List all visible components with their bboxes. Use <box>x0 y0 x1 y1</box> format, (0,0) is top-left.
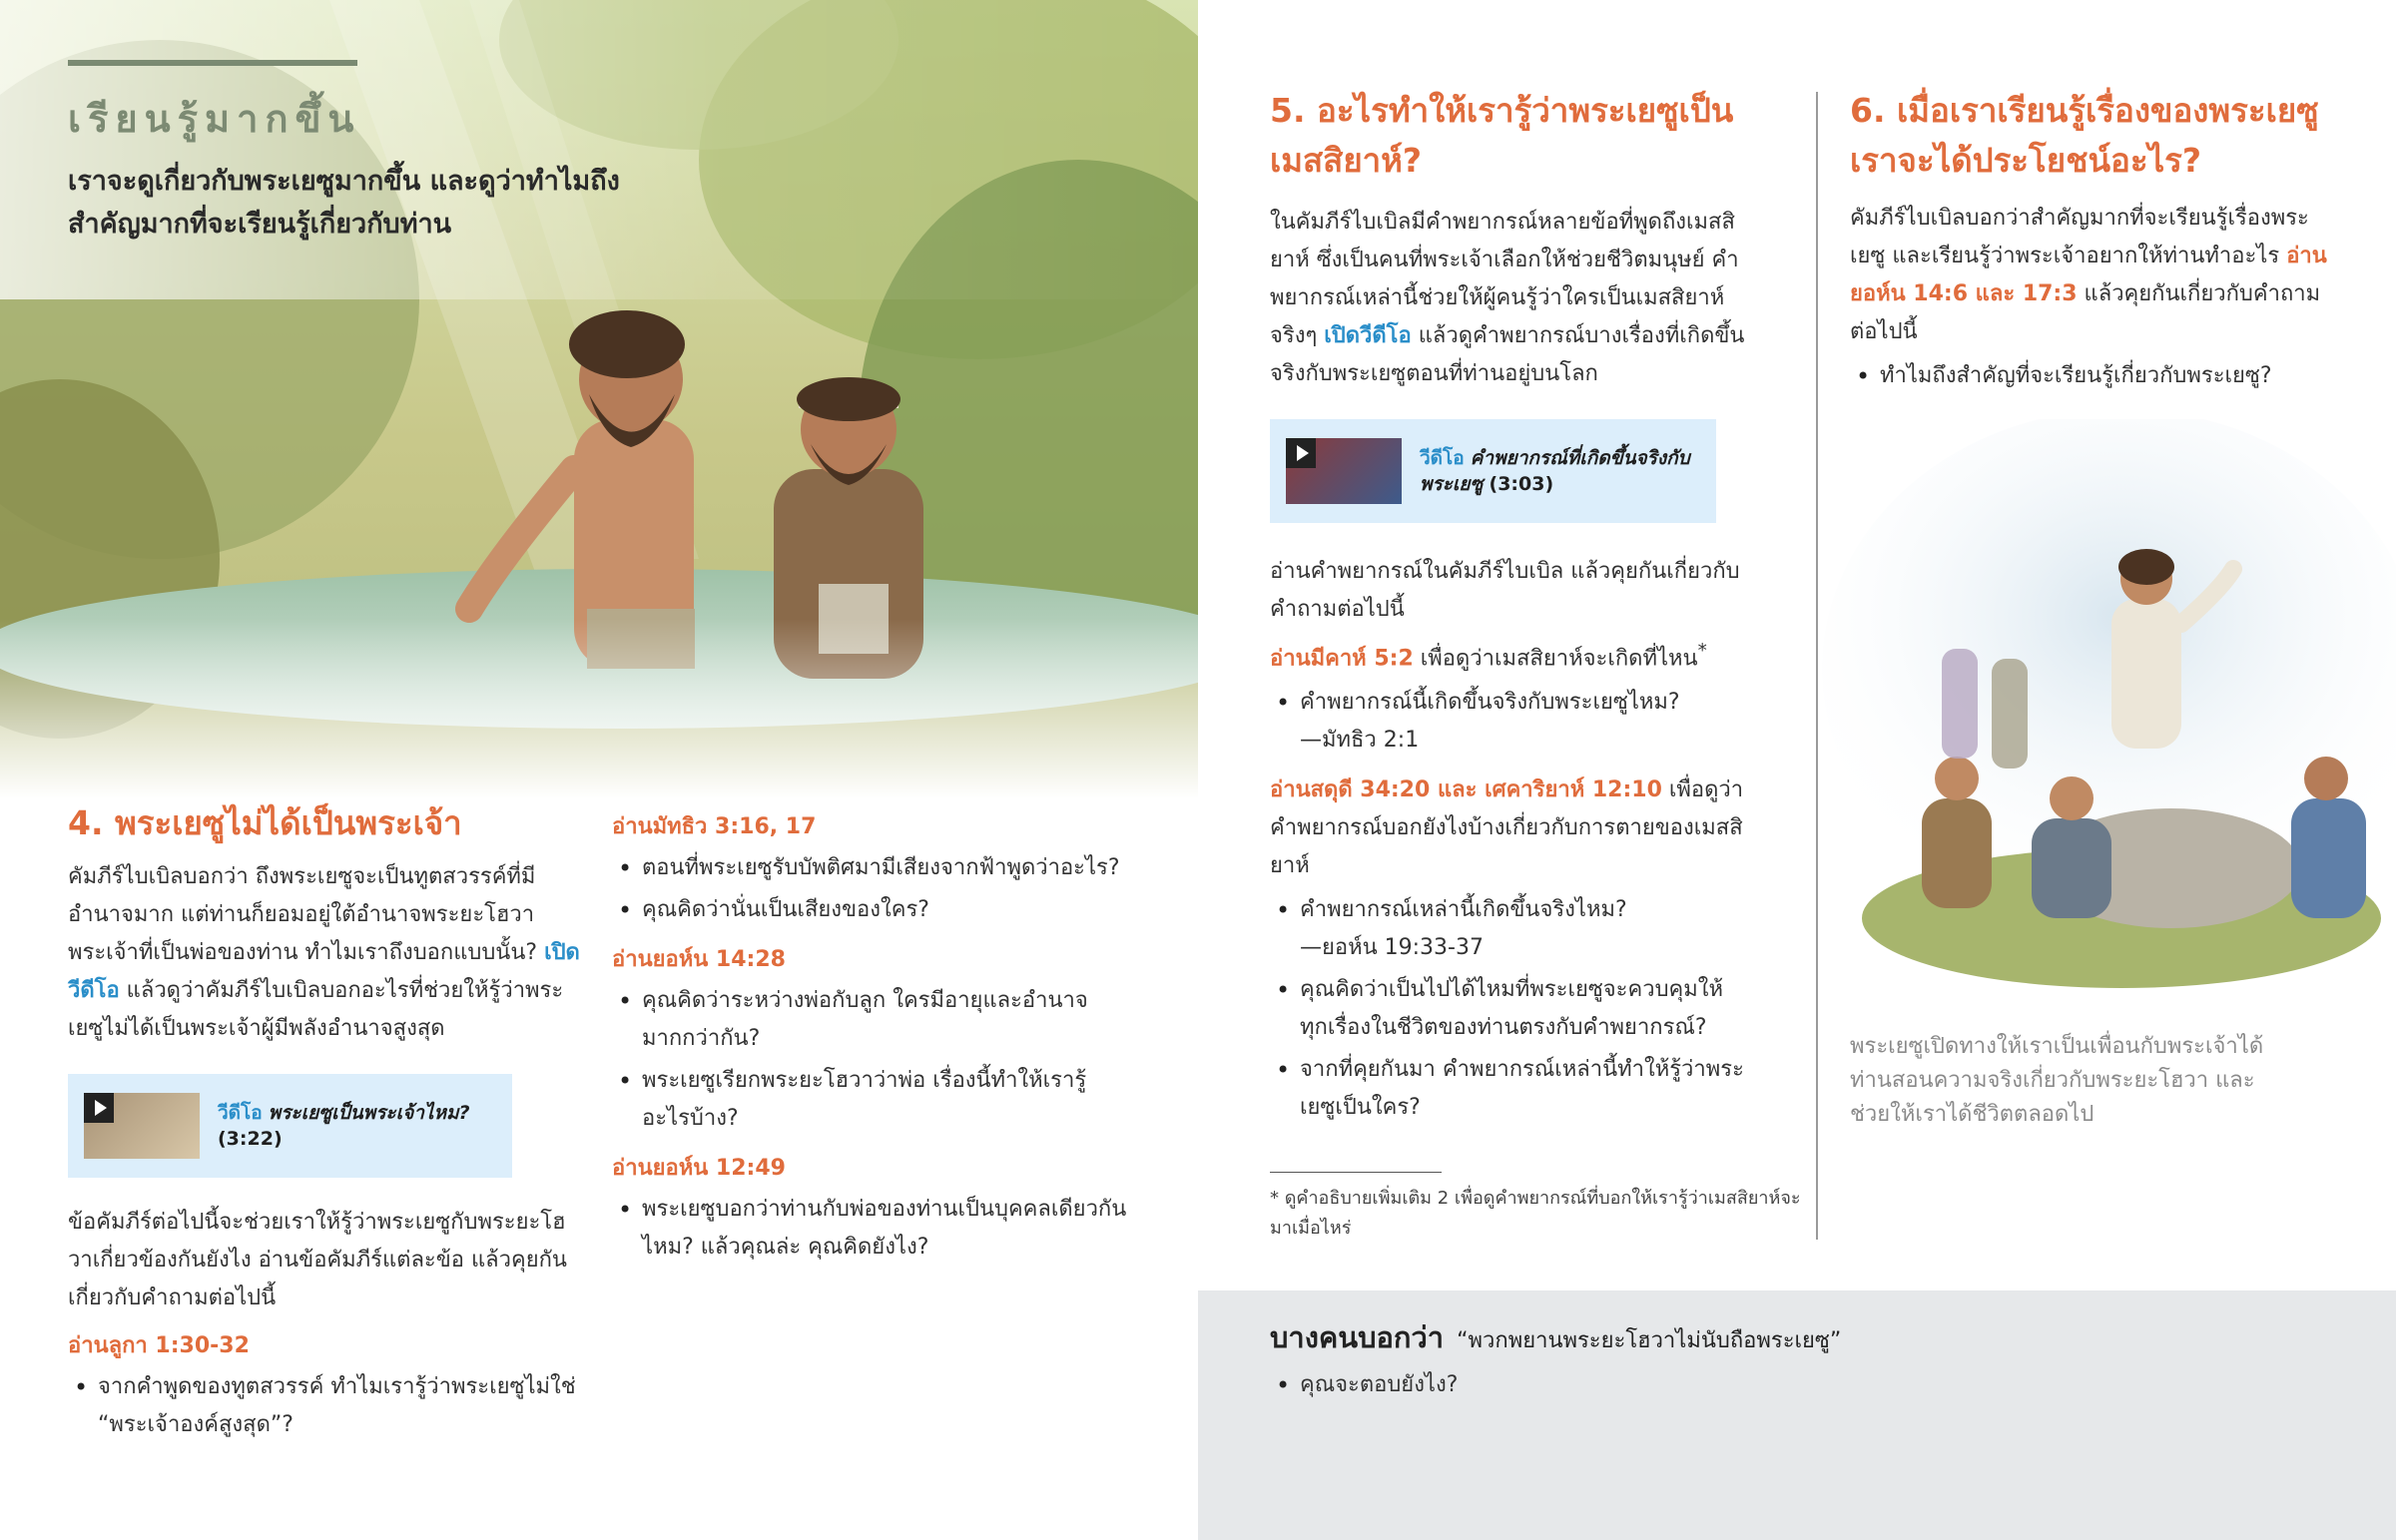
some-say-content <box>1270 1314 2348 1408</box>
some-say-quote: “พวกพยานพระยะโฮวาไม่นับถือพระเยซู” <box>1457 1328 1842 1353</box>
section4-column-a <box>68 798 587 1448</box>
question-list <box>612 982 1131 1138</box>
illustration-caption: พระเยซูเปิดทางให้เราเป็นเพื่อนกับพระเจ้าได้ ท่านสอนความจริงเกี่ยวกับพระยะโฮวา และช่วยให้เราได้ชีวิตตลอดไป <box>1850 1034 2264 1127</box>
section5-body <box>1270 204 1749 393</box>
question-list <box>1270 891 1749 1127</box>
reading-instruction: เพื่อดูว่าคำพยากรณ์บอกยังไงบ้างเกี่ยวกับการตายของเมสสิยาห์ <box>1270 777 1744 879</box>
reading-matthew <box>612 808 1131 929</box>
video-thumbnail[interactable] <box>1286 438 1402 504</box>
video-caption <box>1420 445 1700 497</box>
video-thumbnail[interactable] <box>84 1093 200 1159</box>
question-list <box>1270 1366 2348 1404</box>
question-item: • คุณจะตอบยังไง? <box>1270 1366 2348 1404</box>
question-item: • ตอนที่พระเยซูรับบัพติศมามีเสียงจากฟ้าพูดว่าอะไร? <box>612 849 1131 887</box>
question-item: • คุณคิดว่านั่นเป็นเสียงของใคร? <box>612 891 1131 929</box>
intro-subtitle: เราจะดูเกี่ยวกับพระเยซูมากขึ้น และดูว่าทำไมถึงสำคัญมากที่จะเรียนรู้เกี่ยวกับท่าน <box>68 166 620 240</box>
question-citation: —มัทธิว 2:1 <box>1300 728 1420 754</box>
column-divider <box>1816 92 1818 1240</box>
question-item <box>1270 684 1749 760</box>
section4-heading: 4. พระเยซูไม่ได้เป็นพระเจ้า <box>68 803 462 842</box>
play-icon[interactable] <box>84 1093 114 1123</box>
footnote-rule <box>1270 1172 1442 1173</box>
section4-body <box>68 858 587 1048</box>
section4-body-text: คัมภีร์ไบเบิลบอกว่า ถึงพระเยซูจะเป็นทูตสวรรค์ที่มีอำนาจมาก แต่ท่านก็ยอมอยู่ใต้อำนาจพระยะโฮวาพระเจ้าที่เป็นพ่อของท่าน ทำไมเราถึงบอกแบบนั้น? <box>68 864 545 965</box>
video-label: วีดีโอ <box>1420 447 1465 469</box>
section4-body-text-2: แล้วดูว่าคัมภีร์ไบเบิลบอกอะไรที่ช่วยให้รู้ว่าพระเยซูไม่ได้เป็นพระเจ้าผู้มีพลังอำนาจสูงสุด <box>68 978 564 1041</box>
section4-body2: ข้อคัมภีร์ต่อไปนี้จะช่วยเราให้รู้ว่าพระเยซูกับพระยะโฮวาเกี่ยวข้องกันยังไง อ่านข้อคัมภีร์แต่ละข้อ แล้วคุยกันเกี่ยวกับคำถามต่อไปนี้ <box>68 1210 567 1310</box>
question-text: คำพยากรณ์นี้เกิดขึ้นจริงกับพระเยซูไหม? <box>1300 690 1680 716</box>
question-list <box>612 849 1131 929</box>
section6-heading: 6. เมื่อเราเรียนรู้เรื่องของพระเยซูเราจะได้ประโยชน์อะไร? <box>1850 91 2319 180</box>
play-icon[interactable] <box>1286 438 1316 468</box>
scripture-ref[interactable]: อ่านยอห์น 14:28 <box>612 947 786 972</box>
question-item <box>1270 891 1749 967</box>
video-duration: (3:22) <box>218 1128 283 1150</box>
intro-title: เรียนรู้มากขึ้น <box>68 97 361 141</box>
section6-body-text: คัมภีร์ไบเบิลบอกว่าสำคัญมากที่จะเรียนรู้เรื่องพระเยซู และเรียนรู้ว่าพระเจ้าอยากให้ท่านทำอะไร <box>1850 206 2309 268</box>
question-list <box>1270 684 1749 760</box>
scripture-ref[interactable]: อ่านยอห์น 14:6 และ 17:3 <box>1850 244 2327 306</box>
section4-column-b <box>612 808 1131 1271</box>
section5-body-text: ในคัมภีร์ไบเบิลมีคำพยากรณ์หลายข้อที่พูดถึงเมสสิยาห์ ซึ่งเป็นคนที่พระเจ้าเลือกให้ช่วยชีวิตมนุษย์ คำพยากรณ์เหล่านี้ช่วยให้ผู้คนรู้ว่าใครเป็นเมสสิยาห์จริงๆ <box>1270 210 1739 348</box>
some-say-label: บางคนบอกว่า <box>1270 1320 1445 1354</box>
footnote: * ดูคำอธิบายเพิ่มเติม 2 เพื่อดูคำพยากรณ์ที่บอกให้เรารู้ว่าเมสสิยาห์จะมาเมื่อไหร่ <box>1270 1188 1801 1239</box>
question-item: • จากคำพูดของทูตสวรรค์ ทำไมเรารู้ว่าพระเยซูไม่ใช่ “พระเจ้าองค์สูงสุด”? <box>68 1368 587 1444</box>
section5-video-card[interactable] <box>1270 419 1716 523</box>
section6-body <box>1850 200 2329 351</box>
reading-john-14-28 <box>612 941 1131 1138</box>
question-list <box>612 1191 1131 1267</box>
reading-psalms <box>1270 771 1749 885</box>
question-list <box>68 1368 587 1444</box>
question-item: • คุณคิดว่าเป็นไปได้ไหมที่พระเยซูจะควบคุมให้ทุกเรื่องในชีวิตของท่านตรงกับคำพยากรณ์? <box>1270 971 1749 1047</box>
section5-heading: 5. อะไรทำให้เรารู้ว่าพระเยซูเป็นเมสสิยาห์? <box>1270 91 1734 180</box>
scripture-ref[interactable]: อ่านยอห์น 12:49 <box>612 1156 786 1181</box>
question-text: คำพยากรณ์เหล่านี้เกิดขึ้นจริงไหม? <box>1300 897 1627 923</box>
question-item: • คุณคิดว่าระหว่างพ่อกับลูก ใครมีอายุและอำนาจมากกว่ากัน? <box>612 982 1131 1058</box>
section4-video-link[interactable]: เปิดวีดีโอ <box>68 940 580 1003</box>
scripture-ref[interactable]: อ่านมัทธิว 3:16, 17 <box>612 814 817 839</box>
reading-instruction: เพื่อดูว่าเมสสิยาห์จะเกิดที่ไหน <box>1413 646 1698 672</box>
reading-luke <box>68 1327 587 1444</box>
question-item: • พระเยซูบอกว่าท่านกับพ่อของท่านเป็นบุคคลเดียวกันไหม? แล้วคุณล่ะ คุณคิดยังไง? <box>612 1191 1131 1267</box>
video-title[interactable]: คำพยากรณ์ที่เกิดขึ้นจริงกับพระเยซู <box>1420 447 1690 495</box>
video-caption <box>218 1100 470 1152</box>
section5 <box>1270 86 1749 1131</box>
reading-micah <box>1270 633 1749 678</box>
scripture-ref[interactable]: อ่านลูกา 1:30-32 <box>68 1333 250 1358</box>
section5-body2: อ่านคำพยากรณ์ในคัมภีร์ไบเบิล แล้วคุยกันเกี่ยวกับคำถามต่อไปนี้ <box>1270 559 1740 622</box>
some-say-box <box>1198 1290 2396 1540</box>
section6 <box>1850 86 2329 399</box>
section4-video-card[interactable] <box>68 1074 512 1178</box>
question-list <box>1850 357 2329 395</box>
question-citation: —ยอห์น 19:33-37 <box>1300 935 1484 961</box>
section5-body-text-2: แล้วดูคำพยากรณ์บางเรื่องที่เกิดขึ้นจริงกับพระเยซูตอนที่ท่านอยู่บนโลก <box>1270 323 1745 386</box>
video-title[interactable]: พระเยซูเป็นพระเจ้าไหม? <box>268 1102 470 1124</box>
footnote-marker[interactable]: * <box>1697 641 1707 662</box>
section6-body-text-2: แล้วคุยกันเกี่ยวกับคำถามต่อไปนี้ <box>1850 281 2321 344</box>
video-label: วีดีโอ <box>218 1102 263 1124</box>
question-item: • พระเยซูเรียกพระยะโฮวาว่าพ่อ เรื่องนี้ทำให้เรารู้อะไรบ้าง? <box>612 1062 1131 1138</box>
teaching-illustration <box>1822 419 2396 1018</box>
video-duration: (3:03) <box>1489 473 1554 495</box>
scripture-ref[interactable]: อ่านสดุดี 34:20 และ เศคาริยาห์ 12:10 <box>1270 777 1662 803</box>
some-say-line <box>1270 1314 2348 1360</box>
question-item: • จากที่คุยกันมา คำพยากรณ์เหล่านี้ทำให้รู้ว่าพระเยซูเป็นใคร? <box>1270 1051 1749 1127</box>
scripture-ref[interactable]: อ่านมีคาห์ 5:2 <box>1270 646 1414 672</box>
reading-john-12-49 <box>612 1150 1131 1267</box>
section5-video-link[interactable]: เปิดวีดีโอ <box>1324 323 1412 348</box>
intro-rule <box>68 60 357 66</box>
question-item: • ทำไมถึงสำคัญที่จะเรียนรู้เกี่ยวกับพระเยซู? <box>1850 357 2329 395</box>
